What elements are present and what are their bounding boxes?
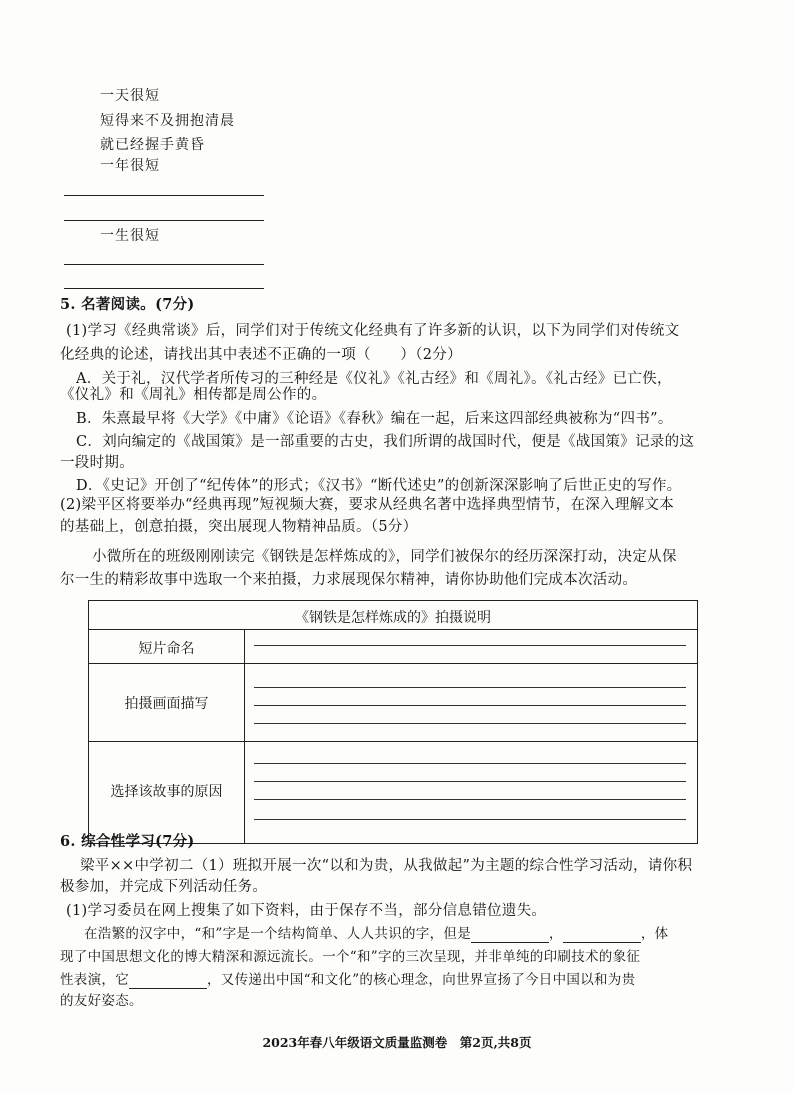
table-rule [89, 629, 697, 630]
table-column-divider [244, 629, 245, 843]
table-title: 《钢铁是怎样炼成的》拍摄说明 [295, 610, 491, 626]
poem-line-5: 一生很短 [100, 228, 160, 244]
q5-part1-line1: (1)学习《经典常谈》后，同学们对于传统文化经典有了许多新的认识，以下为同学们对传统文 [66, 323, 680, 339]
answer-blank-2[interactable] [64, 220, 264, 221]
fill-blank-3[interactable] [129, 988, 207, 989]
page-footer: 2023年春八年级语文质量监测卷 第2页,共8页 [262, 1035, 532, 1050]
filming-plan-table [88, 600, 698, 844]
q6-intro-line1: 梁平××中学初二（1）班拟开展一次“以和为贵，从我做起”为主题的综合性学习活动，请你积 [80, 858, 693, 874]
q5-option-d: D．《史记》开创了“纪传体”的形式；《汉书》“断代述史”的创新深深影响了后世正史的写作。 [76, 478, 682, 494]
q6-intro-line2: 极参加，并完成下列活动任务。 [60, 879, 268, 895]
scene-answer-line[interactable] [254, 723, 686, 724]
q6-material-line2: 现了中国思想文化的博大精深和源远流长。一个“和”字的三次呈现，并非单纯的印刷技术的象征 [60, 949, 641, 965]
table-label-title: 短片命名 [138, 641, 195, 657]
reason-answer-line[interactable] [254, 781, 686, 782]
question-6-title: 6. 综合性学习(7分) [60, 833, 195, 850]
answer-blank-1[interactable] [64, 195, 264, 196]
q5-option-a-line2: 《仪礼》和《周礼》相传都是周公作的。 [60, 387, 327, 403]
answer-blank-4[interactable] [64, 288, 264, 289]
q5-option-a-line1: A．关于礼，汉代学者所传习的三种经是《仪礼》《礼古经》和《周礼》。《礼古经》已亡佚， [76, 371, 672, 387]
poem-line-4: 一年很短 [100, 158, 160, 174]
table-rule [89, 741, 697, 742]
question-5-title: 5. 名著阅读。(7分) [60, 296, 195, 313]
q5-part2-line1: (2)梁平区将要举办“经典再现”短视频大赛，要求从经典名著中选择典型情节，在深入理解文本 [60, 497, 675, 513]
poem-line-2: 短得来不及拥抱清晨 [100, 113, 235, 129]
fill-blank-2[interactable] [563, 942, 641, 943]
material-text: ，又传递出中国“和文化”的核心理念，向世界宣扬了今日中国以和为贵 [207, 972, 636, 988]
poem-line-1: 一天很短 [100, 88, 160, 104]
reason-answer-line[interactable] [254, 763, 686, 764]
table-rule [89, 663, 697, 664]
q5-part2-line2: 的基础上，创意拍摄，突出展现人物精神品质。（5分） [60, 519, 418, 535]
title-answer-line[interactable] [254, 645, 686, 646]
poem-line-3: 就已经握手黄昏 [100, 137, 205, 153]
q5-option-c-line2: 一段时期。 [60, 455, 134, 471]
answer-blank-3[interactable] [64, 264, 264, 265]
reason-answer-line[interactable] [254, 799, 686, 800]
q5-option-b: B．朱熹最早将《大学》《中庸》《论语》《春秋》编在一起，后来这四部经典被称为“四书”。 [76, 411, 673, 427]
table-label-reason: 选择该故事的原因 [110, 784, 223, 800]
q6-material-line4: 的友好姿态。 [60, 993, 143, 1009]
q5-part2-line4: 尔一生的精彩故事中选取一个来拍摄，力求展现保尔精神，请你协助他们完成本次活动。 [60, 572, 638, 588]
material-text: 性表演，它 [60, 972, 129, 988]
q6-part1: (1)学习委员在网上搜集了如下资料，由于保存不当，部分信息错位遗失。 [66, 903, 547, 919]
q5-part2-line3: 小微所在的班级刚刚读完《钢铁是怎样炼成的》，同学们被保尔的经历深深打动，决定从保 [92, 549, 677, 565]
table-label-scene: 拍摄画面描写 [124, 696, 209, 712]
q5-option-c-line1: C．刘向编定的《战国策》是一部重要的古史，我们所谓的战国时代，便是《战国策》记录的这 [76, 434, 695, 450]
fill-blank-1[interactable] [471, 942, 549, 943]
reason-answer-line[interactable] [254, 819, 686, 820]
material-text: ， [549, 926, 563, 942]
scene-answer-line[interactable] [254, 687, 686, 688]
q5-part1-line2: 化经典的论述，请找出其中表述不正确的一项（ ）（2分） [60, 347, 462, 363]
q6-material-line3 [60, 971, 635, 989]
scene-answer-line[interactable] [254, 705, 686, 706]
material-text: 在浩繁的汉字中，“和”字是一个结构简单、人人共识的字，但是 [84, 926, 472, 942]
material-text: ，体 [640, 926, 669, 942]
q6-material-line1 [84, 925, 668, 943]
